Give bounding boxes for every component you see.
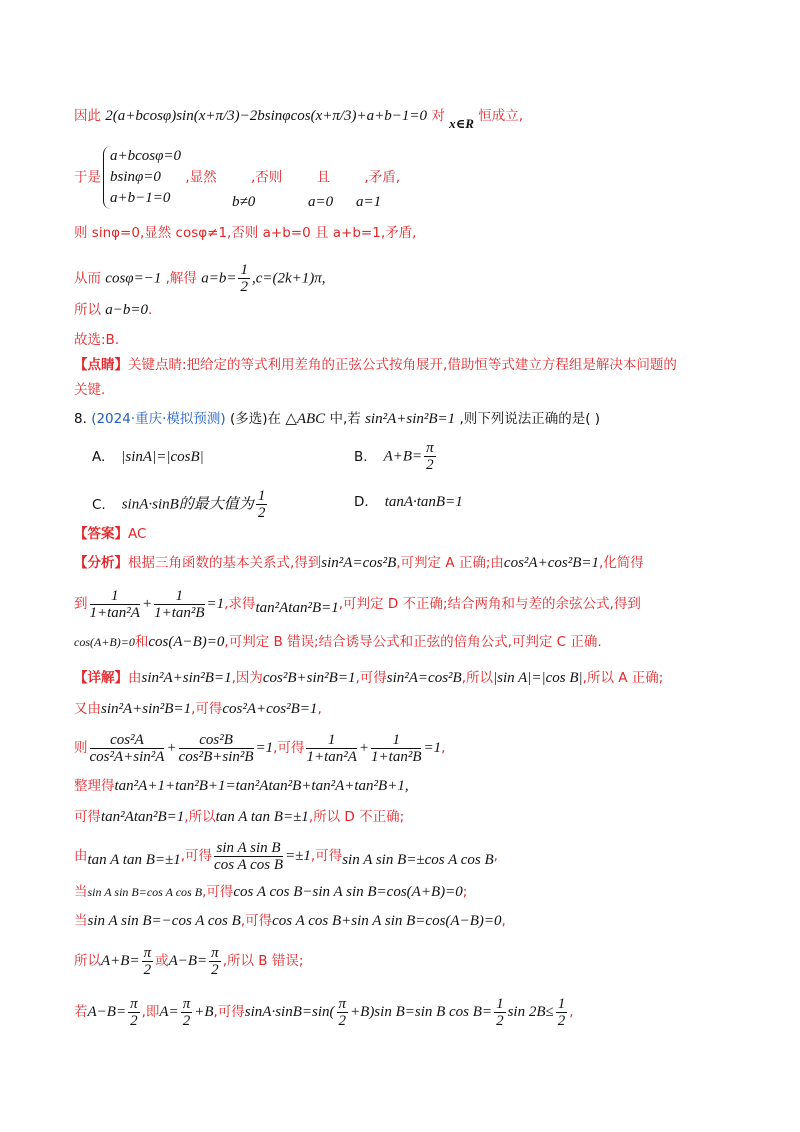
formula: =1: [206, 596, 225, 612]
numerator: 1: [240, 262, 248, 278]
tag: 【点睛】: [74, 357, 128, 373]
formula: =±1: [285, 848, 311, 864]
text: ,所以 A 正确;: [582, 670, 664, 686]
option-a: [92, 449, 204, 466]
tag: 【详解】: [74, 670, 128, 686]
text: ,: [317, 701, 322, 717]
formula: cos²B+sin²B=1: [262, 670, 356, 686]
equation: bsinφ=0: [110, 169, 161, 185]
answer-line: [74, 524, 760, 544]
key-point-line-2: 关键.: [74, 382, 106, 398]
text: 关键点睛:把给定的等式利用差角的正弦公式按角展开,借助恒等式建立方程组是解决本问题的: [128, 357, 677, 373]
denominator: 1+tan²A: [306, 748, 357, 765]
numerator: sin A sin B: [214, 840, 283, 857]
tag: 【分析】: [74, 555, 128, 571]
text: 当: [74, 913, 88, 929]
detail-line-6: [74, 838, 760, 874]
formula: tan²Atan²B=1: [255, 600, 339, 616]
text: ,显然 ,否则 且 ,矛盾,: [185, 169, 400, 186]
denominator: 2: [426, 457, 434, 473]
fraction: [238, 262, 250, 295]
text: ,可得: [191, 701, 223, 717]
text: 可得: [74, 809, 101, 825]
text: ,则下列说法正确的是( ): [459, 411, 601, 427]
equation: a+b−1=0: [110, 190, 171, 206]
formula: cos²A+cos²B=1: [222, 701, 318, 717]
fraction: [209, 945, 221, 978]
text: ,所以: [184, 809, 216, 825]
numerator: 1: [557, 995, 566, 1012]
fraction: [424, 440, 436, 473]
solution-line-3: 则 sinφ=0,显然 cosφ≠1,否则 a+b=0 且 a+b=1,矛盾,: [74, 225, 417, 241]
formula: sin²A+sin²B=1: [365, 411, 456, 427]
solution-line-5: [74, 300, 760, 320]
solution-line-2: [74, 146, 760, 209]
text: 由: [74, 848, 88, 864]
fraction: [371, 732, 421, 765]
text: ,化简得: [598, 555, 644, 571]
text: ,可得: [355, 670, 387, 686]
numerator: π: [130, 995, 138, 1012]
fraction: [90, 588, 140, 621]
text: ,可得: [213, 1004, 245, 1020]
formula: ,c=(2k+1)π,: [251, 270, 326, 287]
text: 于是: [74, 169, 101, 186]
formula: A−B=: [87, 1004, 127, 1020]
text: 恒成立,: [478, 108, 524, 124]
denominator: cos²B+sin²B: [178, 748, 254, 765]
formula: sin A sin B=−cos A cos B: [87, 913, 241, 929]
text: ,所以 B 错误;: [222, 953, 304, 969]
numerator: cos²B: [179, 732, 254, 749]
formula: tan²A+1+tan²B+1=tan²Atan²B+tan²A+tan²B+1,: [114, 778, 409, 794]
analysis-line-1: [74, 553, 760, 573]
choice-line: 故选:B.: [74, 332, 120, 348]
text: 和: [134, 634, 149, 650]
formula: =1: [423, 740, 442, 756]
analysis-line-2: [74, 586, 760, 622]
formula: +B: [194, 1004, 214, 1020]
formula: A+B=: [101, 953, 140, 969]
numerator: 1: [90, 588, 140, 605]
key-point-line: [74, 355, 760, 375]
formula: 2(a+bcosφ)sin(x+π/3)−2bsinφcos(x+π/3)+a+b−1=0: [105, 108, 428, 124]
detail-line-9: [74, 943, 760, 979]
option-label: B.: [354, 448, 368, 465]
formula: cosφ=−1: [105, 270, 162, 287]
denominator: 2: [182, 1012, 191, 1029]
fraction: [214, 840, 283, 873]
numerator: 1: [154, 588, 204, 605]
option-label: A.: [92, 449, 106, 465]
fraction: [90, 732, 165, 765]
text: ,求得: [224, 596, 256, 612]
detail-line-3: 则 $\frac{\text{cos²A}}{\text{cos²A+sin²A}}$ + $\frac{\text{cos²B}}{\text{cos²B+sin²B}}$ =1,可得 $\frac{1}{\text{1+tan²A}}$ + $\frac{1}{\text{1+tan²B}}$ =1,: [74, 731, 446, 765]
text: ,可得: [310, 848, 343, 864]
text: ,可得: [202, 884, 234, 900]
question-stem: [74, 409, 760, 429]
formula: cos(A+B)=0: [74, 635, 135, 649]
denominator: 1+tan²B: [154, 604, 205, 621]
fraction: [179, 732, 254, 765]
equation-system: [103, 146, 181, 209]
denominator: 2: [240, 279, 248, 295]
text: ,可得: [273, 740, 305, 756]
formula: |sin A|=|cos B|: [493, 670, 583, 686]
detail-line-8: [74, 911, 760, 931]
text: 由: [128, 670, 142, 686]
formula: cos²A+cos²B=1: [503, 555, 599, 571]
denominator: 1+tan²B: [371, 748, 422, 765]
text: ;: [462, 884, 468, 900]
formula: A=: [159, 1004, 179, 1020]
denominator: 2: [557, 1012, 566, 1029]
text: 中,若: [329, 411, 361, 427]
tag: 【答案】: [74, 526, 128, 542]
text: 若: [74, 1004, 88, 1020]
question-number: 8.: [74, 411, 87, 427]
text: ,即: [141, 1004, 160, 1020]
formula: cos(A−B)=0: [148, 634, 225, 650]
numerator: 1: [496, 995, 504, 1012]
formula: a=0: [308, 194, 334, 210]
formula: △ABC: [285, 411, 326, 427]
solution-line-1: [74, 106, 760, 131]
numerator: π: [338, 995, 347, 1012]
formula: =1: [255, 740, 274, 756]
solution-line-4: [74, 262, 760, 295]
denominator: cos²A+sin²A: [89, 748, 165, 765]
formula: a−b=0: [105, 302, 149, 318]
denominator: 2: [130, 1012, 138, 1029]
text: (多选)在: [229, 411, 282, 427]
text: 根据三角函数的基本关系式,得到: [128, 555, 322, 571]
numerator: π: [211, 944, 219, 961]
formula: sin²A+sin²B=1: [101, 701, 192, 717]
fraction: [494, 996, 506, 1029]
option-b: [354, 440, 438, 473]
option-text: sinA·sinB的最大值为: [121, 496, 254, 513]
formula: cos A cos B−sin A sin B=cos(A+B)=0: [233, 884, 463, 900]
numerator: 1: [257, 488, 266, 504]
option-text: A+B=: [383, 448, 423, 465]
text: ,可判定 B 错误;结合诱导公式和正弦的倍角公式,可判定 C 正确.: [224, 634, 602, 650]
text: 当: [74, 884, 88, 900]
fraction: [306, 732, 356, 765]
text: ,所以: [461, 670, 493, 686]
numerator: π: [426, 440, 434, 456]
text: ,: [501, 913, 506, 929]
fraction: [337, 996, 349, 1029]
denominator: 2: [257, 505, 266, 521]
text: ,可得: [240, 913, 273, 929]
denominator: 2: [211, 961, 219, 978]
fraction: [556, 996, 568, 1029]
text: ,因为: [231, 670, 263, 686]
option-text: tanA·tanB=1: [384, 494, 463, 510]
formula: sin A sin B=±cos A cos B: [342, 852, 494, 868]
question-source: (2024·重庆·模拟预测): [91, 411, 226, 427]
fraction: [142, 945, 154, 978]
detail-line-2: [74, 699, 760, 719]
fraction: [154, 588, 204, 621]
text: ,可判定 D 不正确;结合两角和与差的余弦公式,得到: [338, 596, 641, 612]
fraction: [181, 996, 193, 1029]
formula: +B)sin B=sin B cos B=: [350, 1004, 493, 1020]
text: .: [148, 302, 153, 318]
text: 整理得: [74, 778, 115, 794]
denominator: 1+tan²A: [89, 604, 140, 621]
denominator: 2: [143, 961, 152, 978]
text: 从而: [74, 270, 101, 287]
analysis-line-3: [74, 632, 760, 652]
formula: sin A sin B=cos A cos B: [87, 885, 203, 899]
fraction: [128, 996, 140, 1029]
text: ,所以 D 不正确;: [308, 809, 405, 825]
numerator: π: [182, 995, 191, 1012]
formula: b≠0: [232, 194, 256, 210]
answer-value: AC: [128, 526, 147, 542]
formula: a=b=: [201, 270, 237, 287]
operator: +: [141, 596, 153, 612]
formula: tan²Atan²B=1: [101, 809, 185, 825]
equation: a+bcosφ=0: [110, 148, 182, 164]
formula: sin 2B≤: [507, 1004, 554, 1020]
detail-line-1: [74, 668, 760, 688]
text: ,: [493, 848, 498, 864]
denominator: cos A cos B: [214, 856, 284, 873]
formula: A−B=: [168, 953, 208, 969]
formula: cos A cos B+sin A sin B=cos(A−B)=0: [272, 913, 502, 929]
formula: x∈R: [449, 116, 474, 131]
formula: a=1: [356, 194, 382, 210]
text: ,解得: [165, 270, 197, 287]
formula: sinA·sinB=sin(: [244, 1004, 335, 1020]
text: 或: [155, 953, 169, 969]
text: 对: [431, 108, 445, 124]
option-label: C.: [92, 496, 106, 513]
formula: sin²A=cos²B: [321, 555, 397, 571]
numerator: cos²A: [90, 732, 165, 749]
detail-line-5: [74, 807, 760, 827]
option-label: D.: [354, 494, 369, 510]
detail-line-10: [74, 994, 760, 1030]
text: 则: [74, 740, 88, 756]
detail-line-4: [74, 776, 760, 796]
detail-line-7: [74, 882, 760, 902]
denominator: 2: [338, 1012, 347, 1029]
text: 到: [74, 596, 88, 612]
formula: sin²A+sin²B=1: [141, 670, 232, 686]
text: 所以: [74, 953, 101, 969]
option-d: [354, 494, 463, 511]
text: 所以: [74, 302, 101, 318]
text: ,: [441, 740, 446, 756]
numerator: π: [143, 944, 152, 961]
denominator: 2: [496, 1012, 504, 1029]
numerator: 1: [371, 732, 421, 749]
text: ,: [569, 1004, 574, 1020]
text: ,可判定 A 正确;由: [396, 555, 504, 571]
numerator: 1: [306, 732, 356, 749]
formula: sin²A=cos²B: [386, 670, 462, 686]
fraction: [256, 488, 268, 521]
option-c: [92, 488, 269, 521]
text: 又由: [74, 701, 101, 717]
option-text: |sinA|=|cosB|: [121, 449, 204, 465]
text: ,可得: [180, 848, 213, 864]
formula: tan A tan B=±1: [215, 809, 309, 825]
text: 因此: [74, 108, 101, 124]
formula: tan A tan B=±1: [87, 852, 181, 868]
